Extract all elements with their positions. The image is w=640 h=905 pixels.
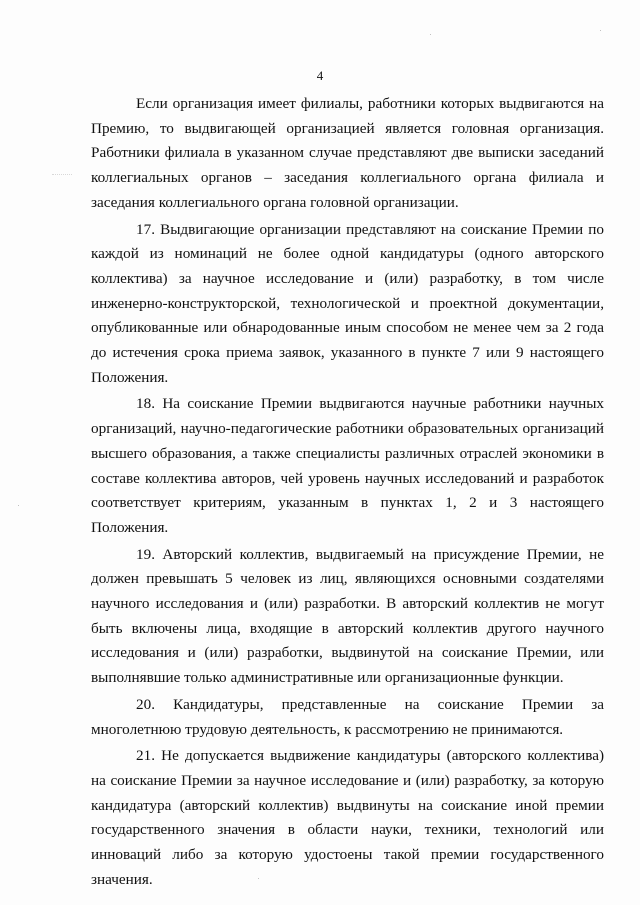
paragraph-17: 17. Выдвигающие организации представляют на соискание Премии по каждой из номинаций не более одной кандидатуры (одного авторского коллектива) за научное исследование и (или) разработку, в том числе инженерно-конструкторской, технологической и проектной документации, опубликованные или обнародованные иным способом не менее чем за 2 года до истечения срока приема заявок, указанного в пункте 7 или 9 настоящего Положения.	[91, 220, 604, 386]
paragraph-branches: Если организация имеет филиалы, работники которых выдвигаются на Премию, то выдвигающей организацией является головная организация. Работники филиала в указанном случае представляют две выписки заседаний коллегиальных органов – заседания коллегиального органа филиала и заседания коллегиального органа головной организации.	[91, 95, 604, 211]
paragraph-18: 18. На соискание Премии выдвигаются научные работники научных организаций, научно-педагогические работники образовательных организаций высшего образования, а также специалисты различных отраслей экономики в составе коллектива авторов, чей уровень научных исследований и разработок соответствует критериям, указанным в пунктах 1, 2 и 3 настоящего Положения.	[91, 395, 604, 536]
scan-speck	[600, 30, 601, 31]
scan-margin-mark	[52, 160, 72, 175]
paragraph-20: 20. Кандидатуры, представленные на соискание Премии за многолетнюю трудовую деятельность, к рассмотрению не принимаются.	[91, 695, 604, 738]
page-number: 4	[316, 68, 324, 83]
paragraph-19: 19. Авторский коллектив, выдвигаемый на присуждение Премии, не должен превышать 5 человек из лиц, являющихся основными создателями научного исследования и (или) разработки. В авторский коллектив не могут быть включены лица, входящие в авторский коллектив другого научного исследования и (или) разработки, выдвинутой на соискание Премии, или выполнявшие только административные или организационные функции.	[91, 545, 604, 687]
document-body	[91, 92, 604, 895]
scan-speck	[18, 505, 19, 506]
paragraph-21: 21. Не допускается выдвижение кандидатуры (авторского коллектива) на соискание Премии за научное исследование и (или) разработку, за которую кандидатура (авторский коллектив) выдвинуты на соискание иной премии государственного значения в области науки, техники, технологий или инноваций либо за которую удостоены такой премии государственного значения.	[91, 747, 604, 888]
scan-speck	[430, 34, 431, 35]
